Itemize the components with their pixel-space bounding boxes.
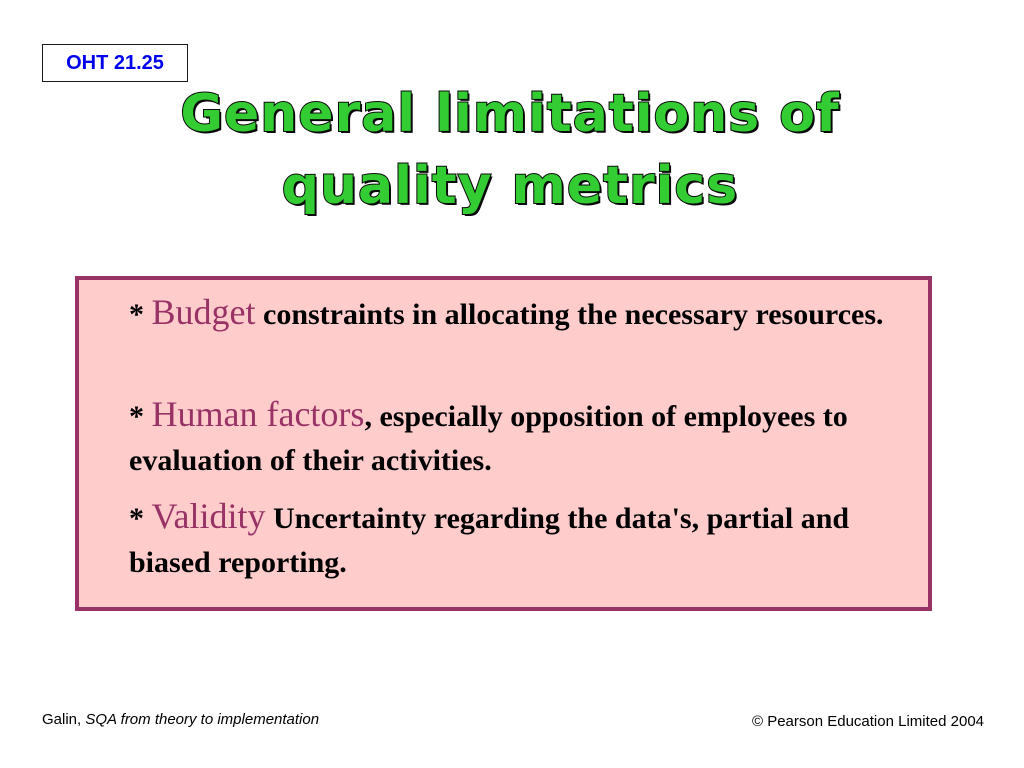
bullet-marker: *: [129, 298, 152, 331]
bullet-marker: *: [129, 400, 152, 433]
footer-author: Galin,: [42, 711, 86, 728]
slide-title-line-2: quality metrics: [281, 156, 739, 216]
content-box: [75, 276, 932, 611]
bullet-item-budget: [129, 290, 889, 337]
bullet-marker: *: [129, 502, 152, 535]
footer-citation: [42, 711, 319, 728]
bullet-item-human-factors: [129, 392, 889, 483]
bullet-keyword: Validity: [151, 496, 266, 536]
bullet-text: constraints in allocating the necessary resources.: [255, 298, 884, 331]
bullet-keyword: Budget: [151, 292, 256, 332]
bullet-item-validity: [129, 494, 889, 585]
footer-copyright: © Pearson Education Limited 2004: [751, 713, 984, 730]
bullet-keyword: Human factors: [151, 394, 365, 434]
bullet-text: Uncertainty regarding the data's, partial and biased reporting.: [129, 502, 850, 579]
slide-title-line-1: General limitations of: [180, 84, 840, 144]
footer-book-title: SQA from theory to implementation: [85, 711, 320, 728]
slide-title: [150, 78, 870, 222]
bullet-text: , especially opposition of employees to evaluation of their activities.: [129, 400, 848, 477]
slide-number-badge: OHT 21.25: [42, 44, 188, 82]
